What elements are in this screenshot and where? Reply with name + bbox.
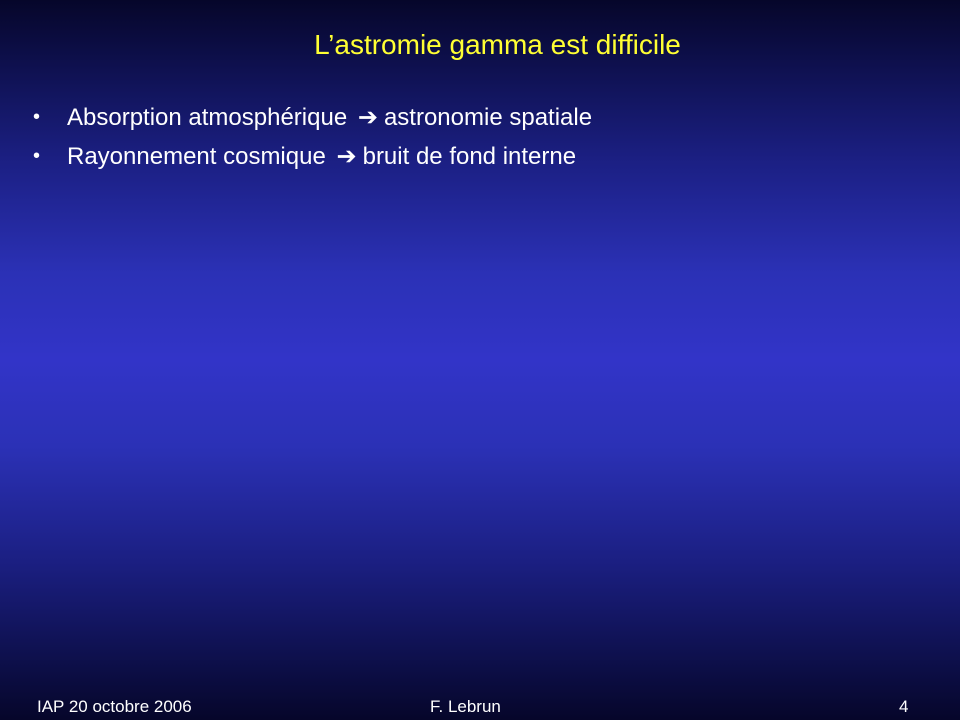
arrow-right-icon: ➔ <box>336 143 357 170</box>
bullet-consequence: astronomie spatiale <box>383 104 593 131</box>
footer-page-number: 4 <box>899 697 909 716</box>
bullet-cause: Absorption atmosphérique <box>67 104 348 131</box>
bullet-consequence: bruit de fond interne <box>362 143 577 170</box>
footer-author: F. Lebrun <box>430 697 501 716</box>
bullet-text <box>67 98 592 137</box>
footer-event-date: IAP 20 octobre 2006 <box>37 697 192 716</box>
slide-title: L’astromie gamma est difficile <box>314 29 681 60</box>
bullet-marker: • <box>33 145 41 167</box>
arrow-right-icon: ➔ <box>357 104 378 131</box>
bullet-text <box>67 137 576 176</box>
bullet-marker: • <box>33 106 41 128</box>
bullet-cause: Rayonnement cosmique <box>67 143 326 170</box>
